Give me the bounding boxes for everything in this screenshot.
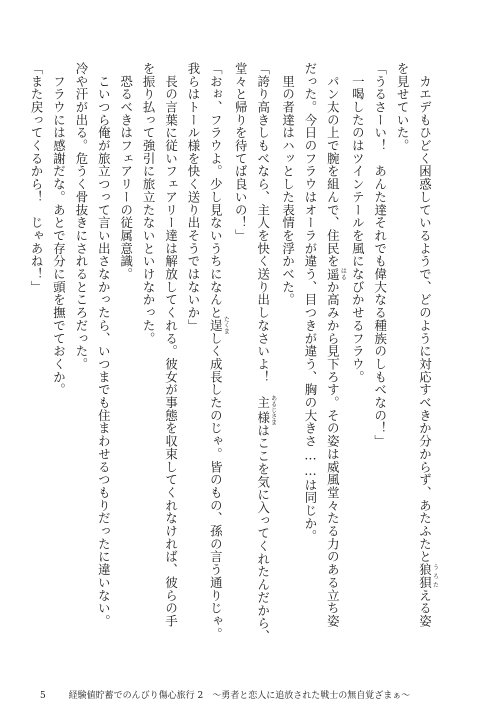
text-line-13 — [137, 62, 159, 674]
text-run: 我らはトール様を快く送り出そうではないか」 — [185, 62, 201, 332]
text-line-11 — [182, 62, 204, 674]
body-text — [29, 62, 439, 674]
text-run: か高みから見下ろす。その姿は威風堂々たる力のある立ち姿 — [325, 280, 341, 628]
text-line-17 — [47, 62, 69, 674]
text-run: 一喝したのはツインテールを風になびかせるフラウ。 — [350, 62, 366, 384]
text-run: 「誇り高きしもべなら、主人を快く送り出しなさいよ！ — [255, 62, 271, 397]
text-line-9 — [229, 62, 251, 674]
text-run: しく成長したのじゃ。皆のもの、孫の言う通りじゃ。 — [208, 331, 224, 641]
text-line-10 — [204, 62, 229, 674]
text-run: 「また戻ってくるから！ じゃあね！」 — [29, 62, 45, 294]
text-run: 冷や汗が出る。危うく骨抜きにされるところだった。 — [73, 62, 89, 371]
ruby-annotation: 遥 はる — [325, 267, 347, 281]
text-run: を見せていた。 — [395, 62, 411, 152]
text-line-4 — [346, 62, 368, 674]
text-run: 「うるさーい！ あんた達それでも偉大なる種族のしもべなの！」 — [372, 62, 388, 448]
text-line-6 — [299, 62, 321, 674]
text-run: 恐るべきはフェアリーの従属意識。 — [118, 62, 134, 281]
text-run: 堂々と帰りを待てば良いの！」 — [233, 62, 249, 242]
text-run: パン太の上で腕を組んで、住民を — [325, 62, 341, 268]
text-line-15 — [92, 62, 114, 674]
text-line-14 — [114, 62, 136, 674]
text-run: はここを気に入ってくれたんだから、 — [255, 423, 271, 643]
text-line-7 — [276, 62, 298, 674]
text-run: こいつら俺が旅立つって言い出さなかったら、いつまでも住まわせるつもりだったに違いない。 — [96, 62, 112, 628]
ruby-annotation: 主様 あるじさま — [255, 395, 277, 426]
text-run: を振り払って強引に旅立たないといけなかった。 — [141, 62, 157, 345]
text-line-8 — [251, 62, 276, 674]
text-run: だった。今日のフラウはオーラが違う、目つきが違う、胸の大きさ……は同じか。 — [302, 62, 318, 543]
text-line-12 — [159, 62, 181, 674]
text-run: 長の言葉に従いフェアリー達は解放してくれる。彼女が事態を収束してくれなければ、彼らの手 — [163, 62, 179, 628]
text-line-1 — [413, 62, 438, 674]
text-line-16 — [70, 62, 92, 674]
page-footer — [40, 688, 410, 701]
text-run: える姿 — [417, 588, 433, 628]
text-line-3 — [368, 62, 390, 674]
ruby-annotation: 狼狽 うろた — [417, 563, 439, 589]
text-run: 「おぉ、フラウよ。少し見ないうちになんと — [208, 62, 224, 319]
text-line-5 — [321, 62, 346, 674]
ruby-annotation: 逞 たくま — [208, 316, 230, 335]
page-number: 5 — [40, 691, 46, 701]
text-run: フラウには感謝だな。あとで存分に頭を撫でておくか。 — [51, 62, 67, 397]
text-line-18 — [25, 62, 47, 674]
text-line-2 — [391, 62, 413, 674]
text-run: カエデもひどく困惑しているようで、どのように対応すべきか分からず、あたふたと — [417, 62, 433, 564]
text-run: 里の者達はハッとした表情を浮かべた。 — [280, 62, 296, 307]
running-title: 経験値貯蓄でのんびり傷心旅行 2 ～勇者と恋人に追放された戦士の無自覚ざまぁ～ — [68, 691, 411, 701]
